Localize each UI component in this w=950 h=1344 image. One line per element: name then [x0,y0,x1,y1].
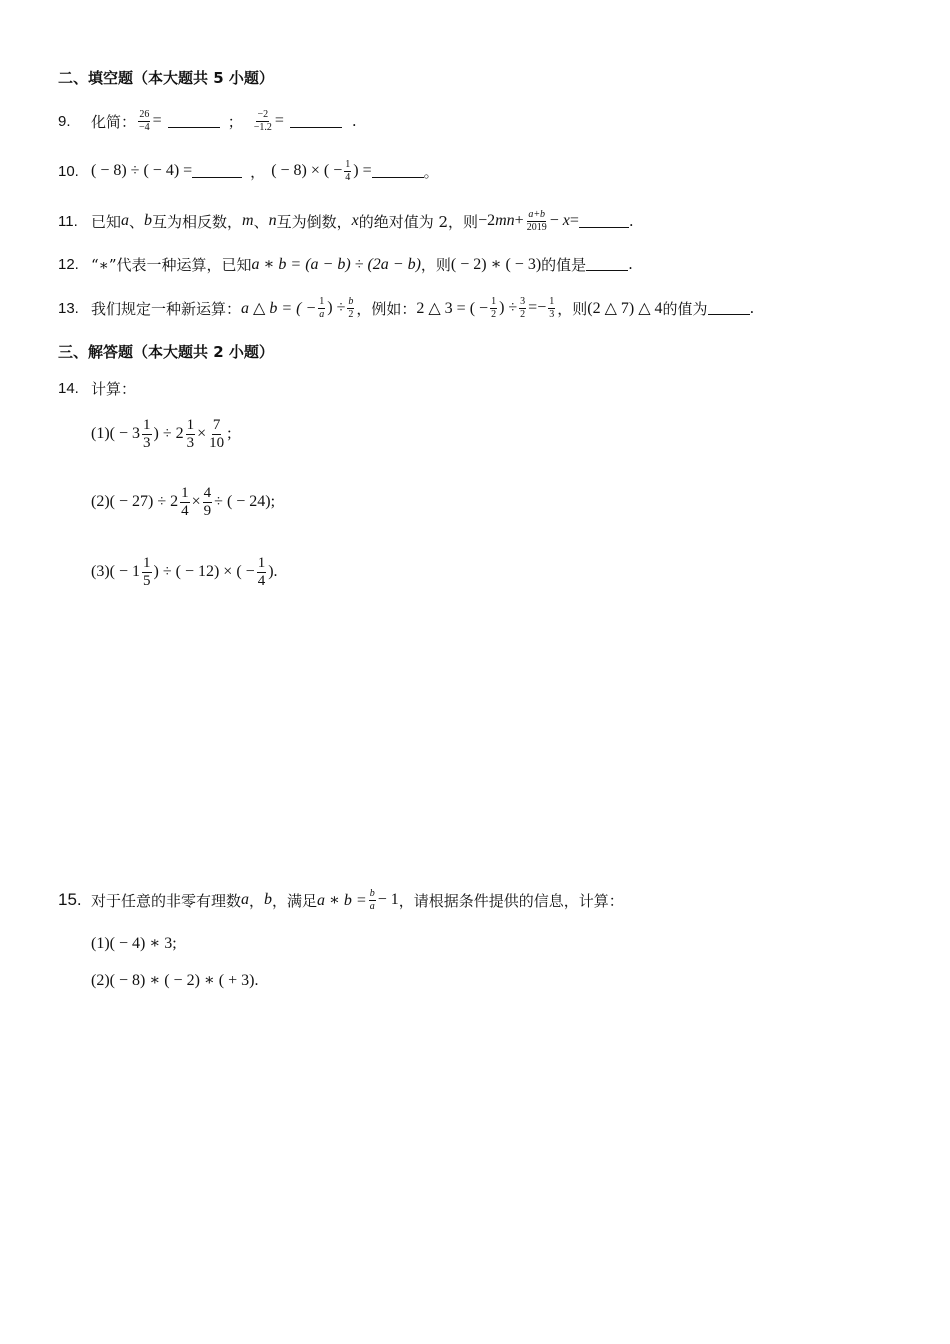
q15-part-1: (1)( − 4) ∗ 3; [91,935,177,952]
answer-blank[interactable] [192,165,242,178]
question-12: 12. “∗”代表一种运算，已知 a ∗ b = (a − b) ÷ (2a − b) ，则 ( − 2) ∗ ( − 3) 的值是 . [58,255,633,274]
question-13: 13. 我们规定一种新运算： a △ b = ( − $\frac{1}{a}$ ) ÷ $\frac{b}{2}$ ，例如： 2 △ 3 = ( − $\frac{1}{2}$ ) ÷ $\frac{3}{2}$ =− $\frac{1}{3}$ ，则 (2 △ 7) △ 4 的值为 . [58,295,755,320]
fraction: $\frac{7}{10}$ [209,416,225,451]
question-number: 10. [58,162,79,180]
q15-part-2: (2)( − 8) ∗ ( − 2) ∗ ( + 3). [91,972,259,989]
fraction: $\frac{4}{9}$ [203,484,212,519]
question-10: 10. ( − 8) ÷ ( − 4) = ， ( − 8) × ( − $\frac{1}{4}$ ) = 。 [58,158,439,183]
question-14 [58,376,136,400]
fraction: $\frac{1}{2}$ [491,295,497,320]
question-number: 15. [58,890,82,909]
answer-blank[interactable] [579,215,629,228]
fraction: $\frac{b}{a}$ [369,887,375,912]
section-heading-fill-blank: 二、填空题（本大题共 5 小题） [58,69,274,87]
answer-blank[interactable] [586,258,628,271]
fraction: $\frac{b}{2}$ [348,295,354,320]
question-number: 12. [58,255,79,273]
fraction: $\frac{3}{2}$ [520,295,526,320]
question-number: 9. [58,112,71,130]
q14-part-1: (1)( − 3 $\frac{1}{3}$ ) ÷ 2 $\frac{1}{3}$ × $\frac{7}{10}$ ; [91,416,232,451]
question-number: 11. [58,212,78,230]
fraction: $\frac{1}{4}$ [257,554,266,589]
question-text: 计算： [91,379,137,398]
section-heading-solution: 三、解答题（本大题共 2 小题） [58,343,274,361]
fraction: $\frac{1}{4}$ [181,484,189,519]
question-9: 9. 化简： $\frac{26}{-4}$ = ； $\frac{-2}{-1.2}$ = . [58,108,357,133]
question-number: 13. [58,299,79,317]
fraction: $\frac{1}{5}$ [143,554,151,589]
fraction: $\frac{1}{3}$ [186,416,195,451]
fraction: $\frac{26}{-4}$ [139,108,150,133]
answer-blank[interactable] [372,165,424,178]
question-text: 化简： [91,112,137,131]
fraction: $\frac{1}{3}$ [143,416,151,451]
fraction: $\frac{1}{a}$ [319,295,325,320]
fraction: $\frac{a+b}{2019}$ [526,208,547,233]
answer-blank[interactable] [290,115,342,128]
question-11: 11. 已知 a 、 b 互为相反数， m 、 n 互为倒数， x 的绝对值为 2，则 −2 mn + $\frac{a+b}{2019}$ − x = . [58,208,634,233]
fraction: $\frac{1}{4}$ [345,158,351,183]
question-15: 15. 对于任意的非零有理数 a ， b ，满足 a ∗ b = $\frac{b}{a}$ − 1 ，请根据条件提供的信息，计算： [58,887,624,912]
answer-blank[interactable] [168,115,220,128]
fraction: $\frac{1}{3}$ [549,295,555,320]
answer-blank[interactable] [708,302,750,315]
fraction: $\frac{-2}{-1.2}$ [253,108,272,133]
q14-part-2: (2)( − 27) ÷ 2 $\frac{1}{4}$ × $\frac{4}{9}$ ÷ ( − 24); [91,484,276,519]
q14-part-3: (3)( − 1 $\frac{1}{5}$ ) ÷ ( − 12) × ( − $\frac{1}{4}$ ). [91,554,278,589]
question-number: 14. [58,379,79,397]
